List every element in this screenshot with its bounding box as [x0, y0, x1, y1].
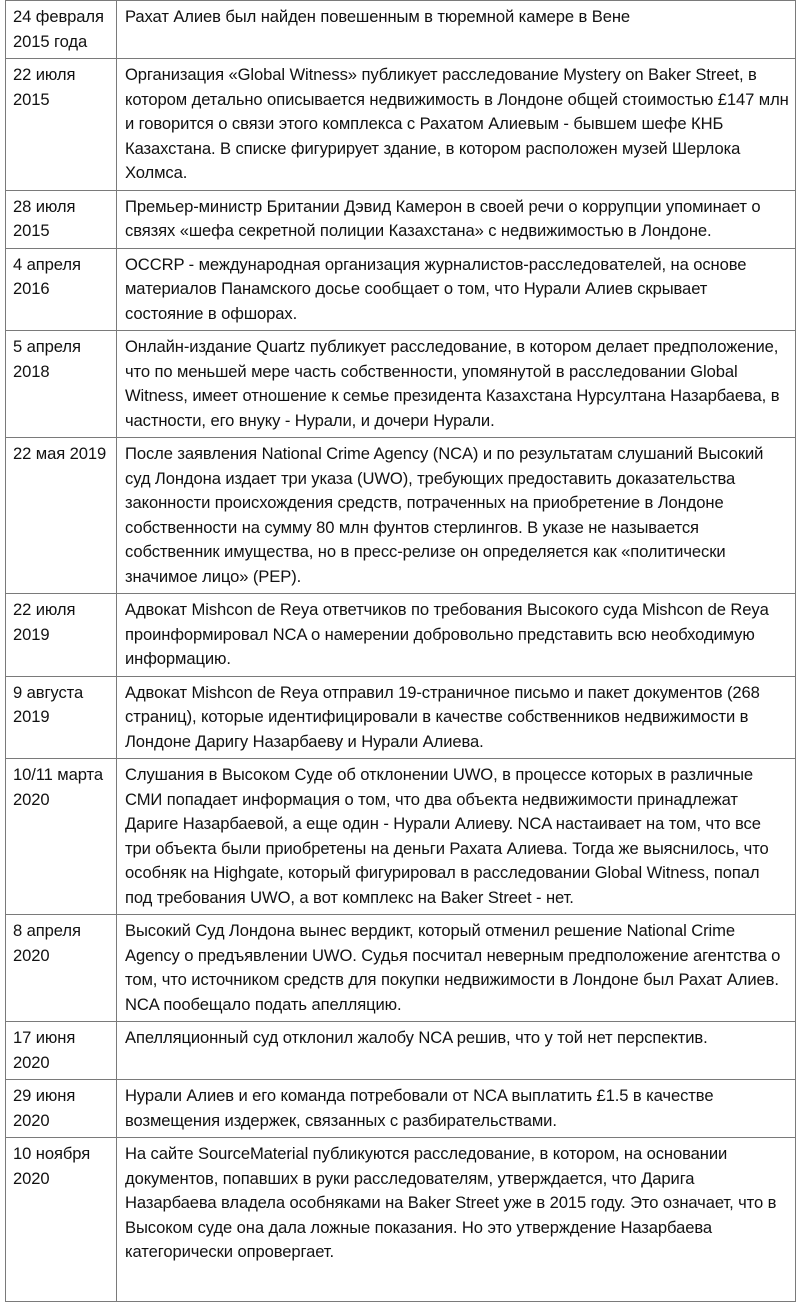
table-row: [6, 1, 796, 59]
timeline-table: [5, 0, 796, 1302]
table-row: [6, 248, 796, 331]
date-cell: 22 июля 2015: [6, 59, 117, 191]
table-row: [6, 1080, 796, 1138]
event-cell: Слушания в Высоком Суде об отклонении UWO, в процессе которых в различные СМИ попадает информация о том, что два объекта недвижимости принадлежат Дариге Назарбаевой, а еще один - Нурали Алиеву. NCA настаивает на том, что все три объекта были приобретены на деньги Рахата Алиева. Тогда же выяснилось, что особняк на Highgate, который фигурировал в расследовании Global Witness, попал под требования UWO, а вот комплекс на Baker Street - нет.: [117, 759, 796, 915]
table-row: [6, 915, 796, 1022]
event-cell: OCCRP - международная организация журналистов-расследователей, на основе материалов Панамского досье сообщает о том, что Нурали Алиев скрывает состояние в офшорах.: [117, 248, 796, 331]
date-cell: 10/11 марта 2020: [6, 759, 117, 915]
table-row: [6, 1138, 796, 1302]
event-cell: Организация «Global Witness» публикует расследование Mystery on Baker Street, в котором детально описывается недвижимость в Лондоне общей стоимостью £147 млн и говорится о связи этого комплекса с Рахатом Алиевым - бывшем шефе КНБ Казахстана. В списке фигурирует здание, в котором расположен музей Шерлока Холмса.: [117, 59, 796, 191]
date-cell: 8 апреля 2020: [6, 915, 117, 1022]
table-row: [6, 438, 796, 594]
event-cell: Адвокат Mishcon de Reya отправил 19-страничное письмо и пакет документов (268 страниц), которые идентифицировали в качестве собственников недвижимости в Лондоне Даригу Назарбаеву и Нурали Алиева.: [117, 676, 796, 759]
table-row: [6, 594, 796, 677]
table-row: [6, 331, 796, 438]
table-row: [6, 759, 796, 915]
table-row: [6, 1022, 796, 1080]
event-cell: Высокий Суд Лондона вынес вердикт, который отменил решение National Crime Agency о предъявлении UWO. Судья посчитал неверным предположение агентства о том, что источником средств для покупки недвижимости в Лондоне был Рахат Алиев. NCA пообещало подать апелляцию.: [117, 915, 796, 1022]
table-row: [6, 190, 796, 248]
event-cell: Адвокат Mishcon de Reya ответчиков по требования Высокого суда Mishcon de Reya проинформировал NCA о намерении добровольно представить всю необходимую информацию.: [117, 594, 796, 677]
event-cell: Нурали Алиев и его команда потребовали от NCA выплатить £1.5 в качестве возмещения издержек, связанных с разбирательствами.: [117, 1080, 796, 1138]
event-cell: На сайте SourceMaterial публикуются расследование, в котором, на основании документов, попавших в руки расследователям, утверждается, что Дарига Назарбаева владела особняками на Baker Street уже в 2015 году. Это означает, что в Высоком суде она дала ложные показания. Но это утверждение Назарбаева категорически опровергает.: [117, 1138, 796, 1302]
date-cell: 28 июля 2015: [6, 190, 117, 248]
date-cell: 4 апреля 2016: [6, 248, 117, 331]
date-cell: 22 мая 2019: [6, 438, 117, 594]
date-cell: 29 июня 2020: [6, 1080, 117, 1138]
table-row: [6, 59, 796, 191]
event-cell: Апелляционный суд отклонил жалобу NCA решив, что у той нет перспектив.: [117, 1022, 796, 1080]
event-cell: Онлайн-издание Quartz публикует расследование, в котором делает предположение, что по меньшей мере часть собственности, упомянутой в расследовании Global Witness, имеет отношение к семье президента Казахстана Нурсултана Назарбаева, в частности, его внуку - Нурали, и дочери Нурали.: [117, 331, 796, 438]
event-cell: После заявления National Crime Agency (NCA) и по результатам слушаний Высокий суд Лондона издает три указа (UWO), требующих предоставить доказательства законности происхождения средств, потраченных на приобретение в Лондоне собственности на сумму 80 млн фунтов стерлингов. В указе не называется собственник имущества, но в пресс-релизе он определяется как «политически значимое лицо» (PEP).: [117, 438, 796, 594]
event-cell: Премьер-министр Британии Дэвид Камерон в своей речи о коррупции упоминает о связях «шефа секретной полиции Казахстана» с недвижимостью в Лондоне.: [117, 190, 796, 248]
date-cell: 5 апреля 2018: [6, 331, 117, 438]
date-cell: 9 августа 2019: [6, 676, 117, 759]
table-row: [6, 676, 796, 759]
date-cell: 10 ноября 2020: [6, 1138, 117, 1302]
date-cell: 17 июня 2020: [6, 1022, 117, 1080]
date-cell: 24 февраля 2015 года: [6, 1, 117, 59]
date-cell: 22 июля 2019: [6, 594, 117, 677]
event-cell: Рахат Алиев был найден повешенным в тюремной камере в Вене: [117, 1, 796, 59]
